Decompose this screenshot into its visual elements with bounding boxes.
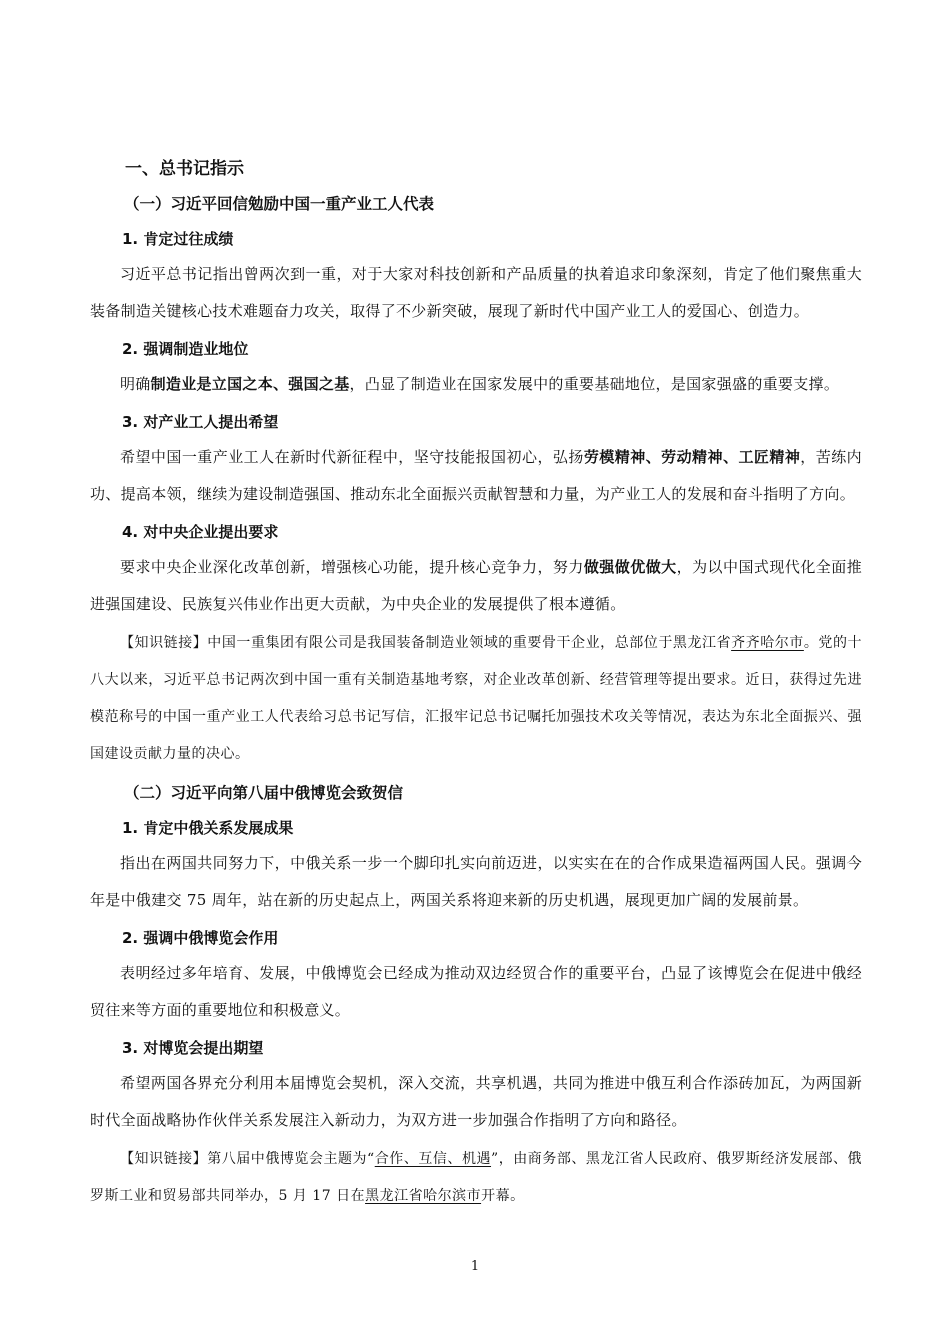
item-heading: 2. 强调中俄博览会作用 <box>122 929 279 947</box>
knowledge-link <box>90 1141 862 1215</box>
item-heading: 4. 对中央企业提出要求 <box>122 523 279 541</box>
text-run: ，苦练内功、提高本领，继续为建设制造强国、推动东北全面振兴贡献智慧和力量，为产业工人的发展和奋斗指明了方向。 <box>90 448 862 503</box>
text-run: 希望中国一重产业工人在新时代新征程中，坚守技能报国初心，弘扬 <box>120 448 584 466</box>
knowledge-link <box>90 625 862 773</box>
item-heading: 1. 肯定中俄关系发展成果 <box>122 819 294 837</box>
item-paragraph <box>90 366 862 403</box>
text-run: 明确 <box>120 375 151 393</box>
text-run: 。党的十八大以来，习近平总书记两次到中国一重有关制造基地考察，对企业改革创新、经营管理等提出要求。近日，获得过先进模范称号的中国一重产业工人代表给习总书记写信，汇报牢记总书记嘱托加强技术攻关等情况，表达为东北全面振兴、强国建设贡献力量的决心。 <box>90 635 863 762</box>
emphasis-text: 制造业是立国之本、强国之基 <box>150 375 350 393</box>
text-run: ，为以中国式现代化全面推进强国建设、民族复兴伟业作出更大贡献，为中央企业的发展提供了根本遵循。 <box>90 558 862 613</box>
item-paragraph: 习近平总书记指出曾两次到一重，对于大家对科技创新和产品质量的执着追求印象深刻，肯定了他们聚焦重大装备制造关键核心技术难题奋力攻关，取得了不少新突破，展现了新时代中国产业工人的爱国心、创造力。 <box>90 265 862 320</box>
text-run: 开幕。 <box>481 1188 525 1204</box>
item-heading: 1. 肯定过往成绩 <box>122 230 234 248</box>
section-title: 一、总书记指示 <box>125 159 244 179</box>
emphasis-text: 劳模精神 <box>583 448 646 466</box>
item-heading: 3. 对产业工人提出希望 <box>122 413 279 431</box>
emphasis-text: 工匠精神 <box>738 448 801 466</box>
item-paragraph: 指出在两国共同努力下，中俄关系一步一个脚印扎实向前迈进，以实实在在的合作成果造福两国人民。强调今年是中俄建交 75 周年，站在新的历史起点上，两国关系将迎来新的历史机遇，展现更加广阔的发展前景。 <box>90 854 862 909</box>
item-paragraph <box>90 549 862 623</box>
text-run: 要求中央企业深化改革创新，增强核心功能，提升核心竞争力，努力 <box>120 558 584 576</box>
page-number: 1 <box>470 1259 480 1274</box>
text-run: 【知识链接】中国一重集团有限公司是我国装备制造业领域的重要骨干企业，总部位于黑龙江省 <box>120 635 732 651</box>
item-paragraph: 表明经过多年培育、发展，中俄博览会已经成为推动双边经贸合作的重要平台，凸显了该博览会在促进中俄经贸往来等方面的重要地位和积极意义。 <box>90 964 862 1019</box>
text-run: ，凸显了制造业在国家发展中的重要基础地位，是国家强盛的重要支撑。 <box>349 375 840 393</box>
item-paragraph: 希望两国各界充分利用本届博览会契机，深入交流，共享机遇，共同为推进中俄互利合作添砖加瓦，为两国新时代全面战略协作伙伴关系发展注入新动力，为双方进一步加强合作指明了方向和路径。 <box>90 1074 862 1129</box>
underlined-place: 齐齐哈尔市 <box>731 635 804 651</box>
underlined-theme: 合作、互信、机遇 <box>374 1151 492 1167</box>
emphasis-text: 做强做优做大 <box>583 558 677 576</box>
text-run: ”，由商务部、黑龙江省人民政府、俄罗斯经济发展部、俄罗斯工业和贸易部共同举办，5 月 17 日在 <box>90 1151 863 1204</box>
text-run: 【知识链接】第八届中俄博览会主题为“ <box>120 1151 375 1167</box>
item-paragraph <box>90 439 862 513</box>
emphasis-text: 劳动精神 <box>661 448 723 466</box>
item-heading: 2. 强调制造业地位 <box>122 340 249 358</box>
emphasis-separator: 、 <box>645 448 662 466</box>
subsection-title: （一）习近平回信勉励中国一重产业工人代表 <box>124 195 435 213</box>
underlined-place: 黑龙江省哈尔滨市 <box>365 1188 482 1204</box>
emphasis-separator: 、 <box>722 448 739 466</box>
subsection-title: （二）习近平向第八届中俄博览会致贺信 <box>124 784 404 802</box>
page-content <box>90 152 862 1217</box>
item-heading: 3. 对博览会提出期望 <box>122 1039 264 1057</box>
